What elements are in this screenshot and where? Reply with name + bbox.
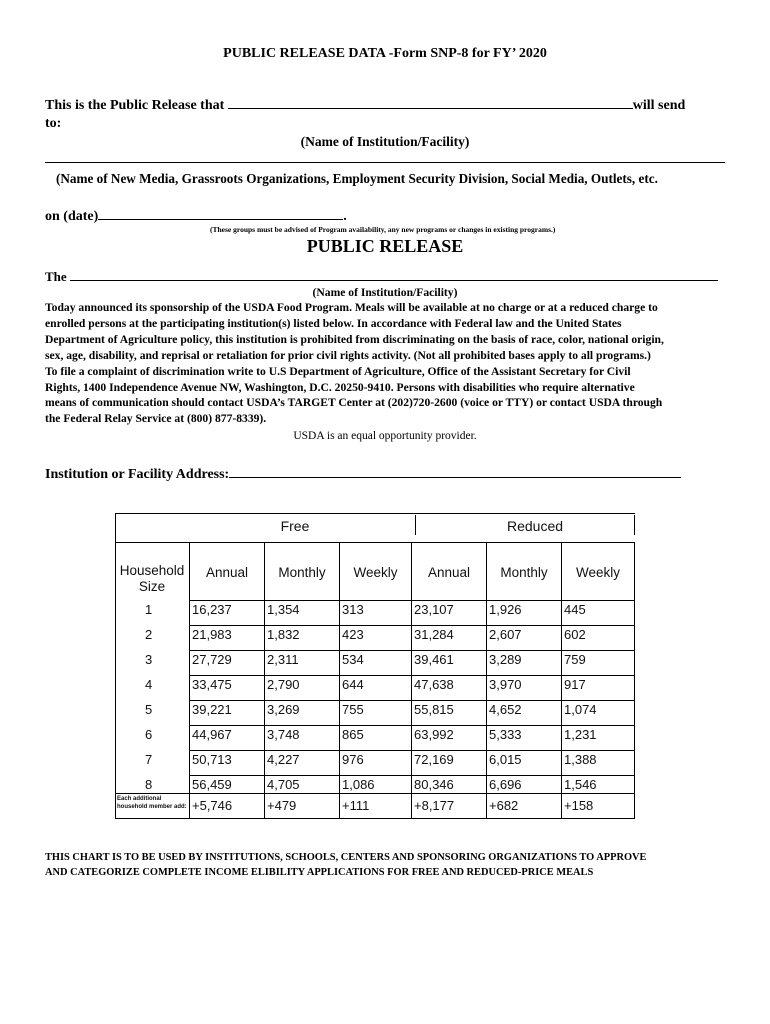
additional-member-label: Each additional household member add: [117, 796, 187, 810]
cell-reduced-monthly: 6,696 [489, 777, 522, 792]
statement-line: Rights, 1400 Independence Avenue NW, Washington, D.C. 20250-9410. Persons with disabilities who require alternative [45, 380, 635, 394]
header-household-size: Household Size [119, 563, 185, 594]
cell-household-size: 8 [145, 777, 153, 792]
additional-reduced-weekly: +158 [564, 798, 594, 813]
statement-line: enrolled persons at the participating institution(s) listed below. In accordance with Federal law and the United States [45, 316, 622, 330]
cell-free-annual: 27,729 [192, 652, 232, 667]
cell-reduced-monthly: 6,015 [489, 752, 522, 767]
usage-line: AND CATEGORIZE COMPLETE INCOME ELIBILITY APPLICATIONS FOR FREE AND REDUCED-PRICE MEALS [45, 866, 594, 878]
cell-reduced-annual: 80,346 [414, 777, 454, 792]
cell-household-size: 6 [145, 727, 153, 742]
additional-free-monthly: +479 [267, 798, 297, 813]
cell-reduced-annual: 23,107 [414, 602, 454, 617]
cell-household-size: 7 [145, 752, 153, 767]
public-release-heading: PUBLIC RELEASE [306, 236, 464, 256]
cell-reduced-annual: 63,992 [414, 727, 454, 742]
header-free-annual: Annual [205, 565, 249, 580]
cell-free-monthly: 1,354 [267, 602, 300, 617]
cell-free-monthly: 2,311 [267, 652, 299, 667]
cell-free-weekly: 865 [342, 727, 364, 742]
equal-opportunity-line: USDA is an equal opportunity provider. [293, 430, 477, 442]
cell-reduced-weekly: 1,074 [564, 702, 597, 717]
address-field[interactable] [229, 465, 681, 478]
additional-reduced-monthly: +682 [489, 798, 519, 813]
institution-caption: (Name of Institution/Facility) [300, 134, 470, 149]
header-free-monthly: Monthly [278, 565, 326, 580]
cell-free-monthly: 1,832 [267, 627, 300, 642]
cell-free-annual: 33,475 [192, 677, 232, 692]
statement-line: Department of Agriculture policy, this institution is prohibited from discriminating on the basis of race, color, national origin, [45, 332, 664, 346]
cell-free-monthly: 4,705 [267, 777, 300, 792]
cell-free-weekly: 534 [342, 652, 364, 667]
cell-free-annual: 39,221 [192, 702, 232, 717]
date-label: on (date [45, 209, 94, 224]
release-sentence [45, 96, 685, 114]
cell-reduced-weekly: 1,388 [564, 752, 597, 767]
cell-free-annual: 56,459 [192, 777, 232, 792]
cell-reduced-weekly: 759 [564, 652, 586, 667]
cell-household-size: 4 [145, 677, 153, 692]
additional-free-annual: +5,746 [192, 798, 233, 813]
release-prefix: This is the Public Release that [45, 98, 225, 113]
cell-reduced-weekly: 1,546 [564, 777, 597, 792]
header-reduced-weekly: Weekly [575, 565, 620, 580]
cell-reduced-monthly: 1,926 [489, 602, 522, 617]
nondiscrimination-statement [45, 300, 725, 427]
cell-free-annual: 50,713 [192, 752, 232, 767]
cell-reduced-annual: 72,169 [414, 752, 454, 767]
cell-free-monthly: 2,790 [267, 677, 300, 692]
statement-line: Today announced its sponsorship of the USDA Food Program. Meals will be available at no charge or at a reduced charge to [45, 301, 658, 314]
usage-line: THIS CHART IS TO BE USED BY INSTITUTIONS, SCHOOLS, CENTERS AND SPONSORING ORGANIZATIONS TO APPROVE [45, 852, 647, 863]
release-suffix: will send [632, 98, 686, 113]
cell-household-size: 1 [145, 602, 153, 617]
statement-line: To file a complaint of discrimination write to U.S Department of Agriculture, Office of the Assistant Secretary for Civil [45, 364, 631, 378]
cell-reduced-annual: 31,284 [414, 627, 454, 642]
cell-free-monthly: 3,748 [267, 727, 300, 742]
cell-free-weekly: 976 [342, 752, 364, 767]
date-paren: ) [93, 209, 99, 224]
institution-name-field-2[interactable] [70, 268, 718, 281]
cell-reduced-annual: 55,815 [414, 702, 454, 717]
cell-free-monthly: 3,269 [267, 702, 300, 717]
cell-free-weekly: 755 [342, 702, 364, 717]
media-caption: (Name of New Media, Grassroots Organizations, Employment Security Division, Social Media, Outlets, etc. [56, 171, 658, 186]
cell-reduced-monthly: 5,333 [489, 727, 522, 742]
the-label: The [45, 269, 67, 284]
statement-line: sex, age, disability, and reprisal or retaliation for prior civil rights activity. (Not all prohibited bases apply to all programs.) [45, 348, 651, 362]
institution-name-field[interactable] [228, 96, 633, 109]
free-group-header: Free [280, 518, 310, 534]
cell-free-weekly: 644 [342, 677, 364, 692]
cell-free-annual: 21,983 [192, 627, 232, 642]
cell-reduced-monthly: 3,289 [489, 652, 522, 667]
income-eligibility-table [115, 513, 635, 819]
cell-reduced-weekly: 602 [564, 627, 586, 642]
cell-free-monthly: 4,227 [267, 752, 300, 767]
form-title: PUBLIC RELEASE DATA -Form SNP-8 for FY’ 2020 [223, 46, 547, 61]
date-line [45, 207, 347, 225]
cell-household-size: 2 [145, 627, 153, 642]
cell-reduced-monthly: 2,607 [489, 627, 522, 642]
chart-usage-note [45, 851, 735, 880]
cell-reduced-weekly: 445 [564, 602, 586, 617]
cell-free-annual: 44,967 [192, 727, 232, 742]
header-reduced-annual: Annual [427, 565, 471, 580]
date-field[interactable] [98, 207, 343, 220]
reduced-group-header: Reduced [506, 518, 564, 534]
advisory-note: (These groups must be advised of Program availability, any new programs or changes in existing programs.) [210, 225, 556, 234]
the-line [45, 268, 718, 285]
date-end: . [343, 209, 347, 224]
cell-free-weekly: 423 [342, 627, 364, 642]
cell-reduced-annual: 47,638 [414, 677, 454, 692]
header-free-weekly: Weekly [353, 565, 398, 580]
statement-line: the Federal Relay Service at (800) 877-8339). [45, 412, 267, 426]
cell-free-weekly: 313 [342, 602, 364, 617]
additional-free-weekly: +111 [342, 798, 370, 813]
cell-household-size: 3 [145, 652, 153, 667]
cell-free-annual: 16,237 [192, 602, 232, 617]
release-continued: to: [45, 116, 62, 131]
address-line [45, 465, 681, 483]
cell-free-weekly: 1,086 [342, 777, 375, 792]
media-name-field[interactable] [45, 162, 725, 163]
statement-line: means of communication should contact USDA’s TARGET Center at (202)720-2600 (voice or TTY) or contact USDA through [45, 396, 663, 410]
cell-reduced-annual: 39,461 [414, 652, 454, 667]
cell-reduced-weekly: 917 [564, 677, 586, 692]
cell-reduced-monthly: 3,970 [489, 677, 522, 692]
cell-reduced-monthly: 4,652 [489, 702, 522, 717]
additional-reduced-annual: +8,177 [414, 798, 455, 813]
address-label: Institution or Facility Address: [45, 467, 230, 482]
header-reduced-monthly: Monthly [500, 565, 548, 580]
institution-caption-2: (Name of Institution/Facility) [312, 286, 458, 299]
cell-household-size: 5 [145, 702, 153, 717]
cell-reduced-weekly: 1,231 [564, 727, 597, 742]
